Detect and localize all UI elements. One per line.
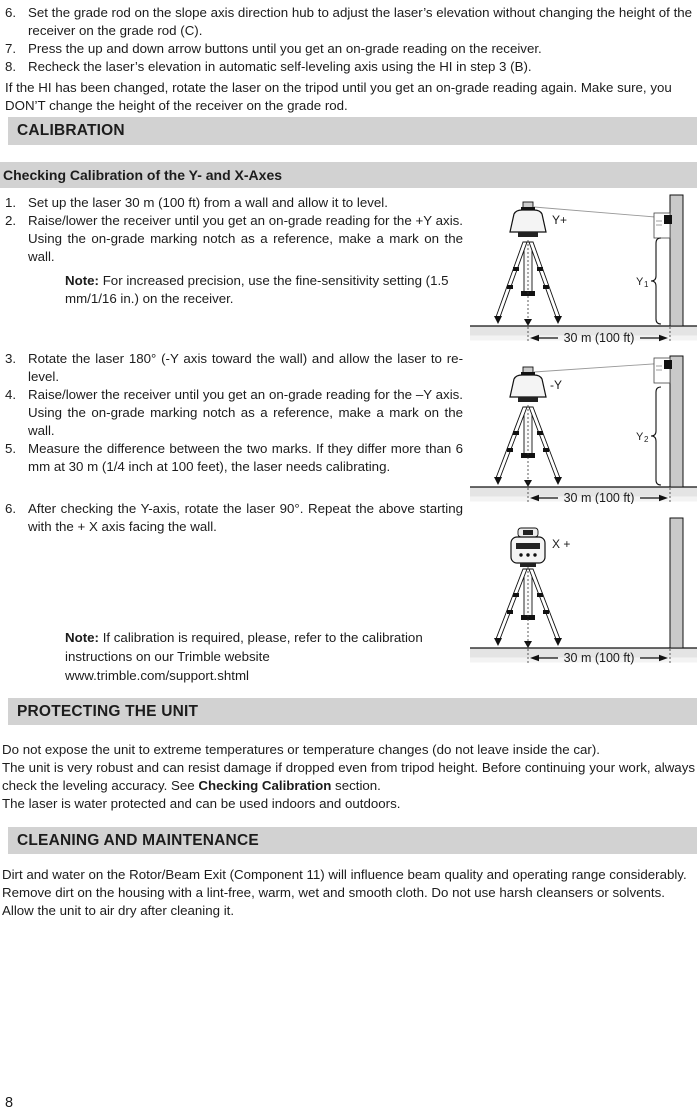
paragraph: Dirt and water on the Rotor/Beam Exit (Component 11) will influence beam quality and operating range considerably. — [2, 867, 687, 882]
tripod — [494, 240, 562, 326]
section-header-protecting: PROTECTING THE UNIT — [8, 698, 697, 725]
list-number: 7. — [5, 41, 17, 56]
step-text: Raise/lower the receiver until you get an on-grade reading for the +Y axis. Using the on-grade marking notch as a reference, make a mark on the wall. — [28, 213, 463, 264]
height-label: Y — [636, 276, 644, 288]
section-header-cleaning: CLEANING AND MAINTENANCE — [8, 827, 697, 854]
step-number: 2. — [5, 213, 17, 228]
step-item — [5, 500, 463, 536]
website-url: www.trimble.com/support.shtml — [65, 668, 249, 683]
list-item — [5, 4, 695, 40]
wall — [670, 195, 683, 326]
dimension-label: 30 m (100 ft) — [563, 651, 635, 665]
step-item — [5, 386, 463, 440]
text-segment: section. — [331, 778, 381, 793]
wall — [670, 356, 683, 487]
subsection-header-checking-calibration: Checking Calibration of the Y- and X-Axes — [0, 162, 697, 188]
note-label: Note: — [65, 273, 99, 288]
note-label: Note: — [65, 630, 99, 645]
step-item — [5, 194, 463, 212]
section-header-calibration: CALIBRATION — [8, 117, 697, 145]
step-number: 3. — [5, 351, 17, 366]
height-brace — [636, 387, 661, 485]
intro-paragraph: If the HI has been changed, rotate the laser on the tripod until you get an on-grade reading again. Make sure, you DON’T change the height of the receiver on the grade rod. — [5, 80, 672, 113]
rotary-laser-icon — [510, 367, 546, 402]
note-text: For increased precision, use the fine-sensitivity setting (1.5 mm/1/16 in.) on the receiver. — [65, 273, 449, 306]
paragraph: Remove dirt on the housing with a lint-free, warm, wet and smooth cloth. Do not use harsh cleansers or solvents. — [2, 885, 665, 900]
cleaning-text — [2, 866, 695, 920]
wall — [670, 518, 683, 648]
figure-y-minus-setup — [470, 352, 697, 504]
intro-list — [5, 4, 695, 76]
step-text: Set up the laser 30 m (100 ft) from a wall and allow it to level. — [28, 195, 388, 210]
list-number: 6. — [5, 5, 17, 20]
dimension-label: 30 m (100 ft) — [563, 491, 635, 504]
tripod — [494, 405, 562, 487]
step-text: Rotate the laser 180° (-Y axis toward the wall) and allow the laser to re-level. — [28, 351, 463, 384]
page-number: 8 — [5, 1095, 14, 1111]
laser-beam — [534, 363, 667, 372]
step-number: 5. — [5, 441, 17, 456]
axis-label: Y+ — [552, 213, 568, 227]
dimension-label: 30 m (100 ft) — [563, 331, 635, 345]
height-label-subscript: 1 — [644, 280, 649, 289]
note-fine-sensitivity — [65, 272, 462, 308]
tripod — [494, 567, 562, 648]
rotary-laser-icon-front — [511, 528, 545, 567]
calibration-step-6 — [5, 500, 463, 536]
list-number: 8. — [5, 59, 17, 74]
step-item — [5, 440, 463, 476]
height-label-subscript: 2 — [644, 435, 649, 444]
calibration-steps-3-5 — [5, 350, 463, 476]
bold-reference: Checking Calibration — [198, 778, 332, 793]
step-item — [5, 212, 463, 266]
height-label: Y — [636, 431, 644, 443]
text-segment: The unit is very robust and can resist damage if dropped even from tripod height. Before continuing your work, always check the leveling accuracy. See — [2, 760, 695, 793]
step-text: Raise/lower the receiver until you get an on-grade reading for the –Y axis. Using the on-grade marking notch as a reference, make a mark on the wall. — [28, 387, 463, 438]
figure-x-plus-setup — [470, 516, 697, 666]
receiver — [654, 358, 672, 383]
list-text: Recheck the laser’s elevation in automatic self-leveling axis using the HI in step 3 (B). — [28, 59, 532, 74]
step-number: 6. — [5, 501, 17, 516]
note-calibration-website — [65, 628, 465, 685]
step-text: After checking the Y-axis, rotate the laser 90°. Repeat the above starting with the + X axis facing the wall. — [28, 501, 463, 534]
axis-label: X + — [552, 537, 571, 551]
list-item — [5, 58, 695, 76]
paragraph: The laser is water protected and can be used indoors and outdoors. — [2, 796, 401, 811]
step-text: Measure the difference between the two marks. If they differ more than 6 mm at 30 m (1/4 inch at 100 feet), the laser needs calibrating. — [28, 441, 463, 474]
figure-y-plus-setup — [470, 190, 697, 346]
height-brace — [636, 238, 661, 324]
protecting-text — [2, 741, 695, 813]
list-text: Set the grade rod on the slope axis direction hub to adjust the laser’s elevation without changing the height of the receiver on the grade rod (C). — [28, 5, 693, 38]
step-item — [5, 350, 463, 386]
receiver — [654, 213, 672, 238]
paragraph — [2, 759, 695, 795]
paragraph: Allow the unit to air dry after cleaning it. — [2, 903, 235, 918]
list-item — [5, 40, 695, 58]
axis-label: -Y — [550, 378, 562, 392]
list-text: Press the up and down arrow buttons until you get an on-grade reading on the receiver. — [28, 41, 542, 56]
note-text: If calibration is required, please, refer to the calibration instructions on our Trimble website — [65, 630, 423, 664]
step-number: 1. — [5, 195, 17, 210]
paragraph: Do not expose the unit to extreme temperatures or temperature changes (do not leave inside the car). — [2, 742, 600, 757]
step-number: 4. — [5, 387, 17, 402]
calibration-steps-1-2 — [5, 194, 463, 266]
